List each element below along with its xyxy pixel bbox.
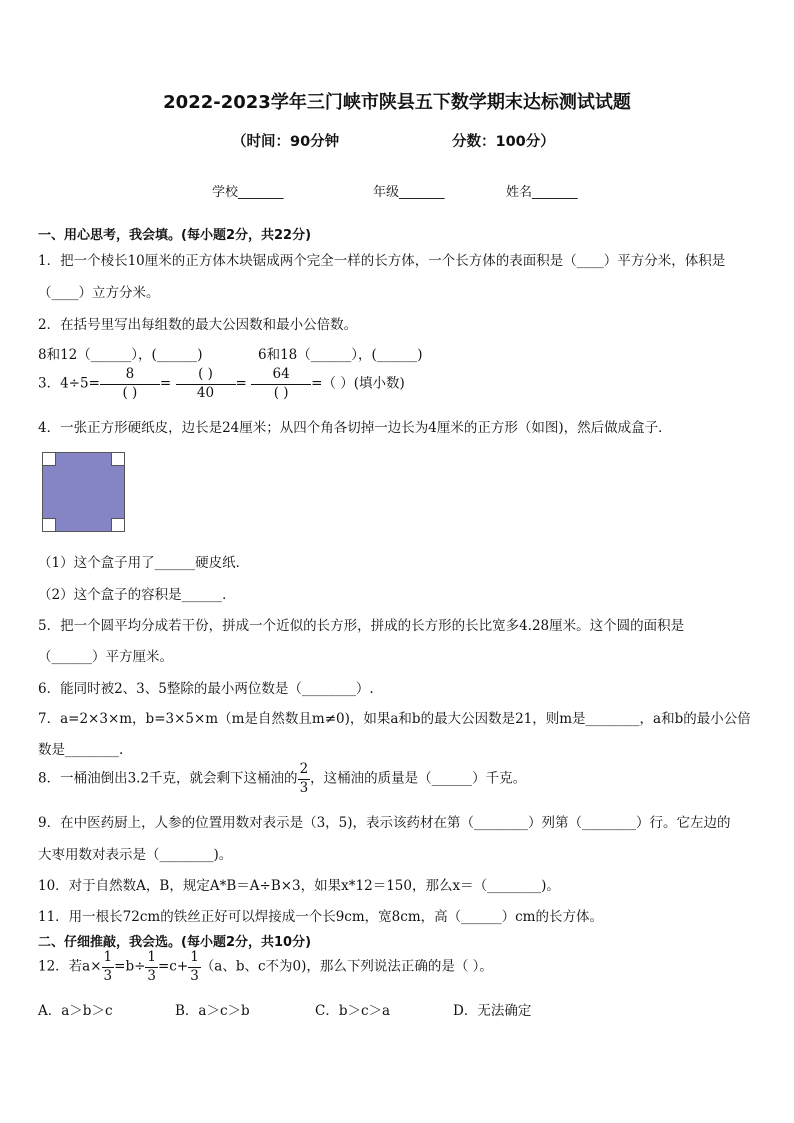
fraction-two-thirds [298, 763, 311, 795]
cardboard-figure [42, 452, 125, 532]
fraction-a [102, 951, 115, 983]
fraction-numerator: 1 [145, 951, 158, 968]
question-5-line-1: 5．把一个圆平均分成若干份，拼成一个近似的长方形，拼成的长方形的长比宽多4.28厘米。这个圆的面积是 [38, 618, 685, 634]
question-8-suffix: ，这桶油的质量是（______）千克。 [310, 770, 527, 787]
question-9-line-2: 大枣用数对表示是（________)。 [38, 847, 233, 863]
fraction-1 [100, 368, 160, 400]
fraction-3-numerator: 64 [251, 368, 311, 385]
fraction-3-denominator: ( ) [273, 384, 289, 401]
fraction-2 [176, 368, 236, 400]
cut-corner-bottom-right [111, 518, 125, 532]
question-12-prefix: 12．若a× [38, 958, 102, 975]
cut-corner-top-right [111, 452, 125, 466]
question-4-sub-1: （1）这个盒子用了______硬皮纸． [38, 555, 250, 571]
question-5-line-2: （______）平方厘米。 [38, 649, 173, 665]
question-12-suffix: （a、b、c不为0)，那么下列说法正确的是（ ）。 [200, 958, 493, 975]
question-2-group-b: 6和18（______），(______) [258, 347, 423, 363]
section-2-heading: 二、仔细推敲，我会选。(每小题2分，共10分) [38, 935, 312, 950]
question-3-prefix: 3．4÷5= [38, 375, 100, 392]
question-4-sub-2: （2）这个盒子的容积是______． [38, 587, 236, 603]
question-8-prefix: 8．一桶油倒出3.2千克，就会剩下这桶油的 [38, 770, 298, 787]
fraction-denominator: 3 [299, 779, 309, 796]
question-12-mid-1: =b÷ [114, 958, 146, 975]
cut-corner-top-left [42, 452, 56, 466]
question-2-line-1: 2．在括号里写出每组数的最大公因数和最小公倍数。 [38, 317, 358, 333]
fraction-numerator: 1 [102, 951, 115, 968]
fraction-denominator: 3 [103, 967, 113, 984]
option-c: C．b＞c＞a [315, 1003, 391, 1019]
school-field: 学校_______ [212, 185, 284, 200]
fraction-denominator: 3 [190, 967, 199, 984]
question-1-line-2: （____）立方分米。 [38, 285, 160, 301]
question-4-line-1: 4．一张正方形硬纸皮，边长是24厘米；从四个角各切掉一边长为4厘米的正方形（如图)，然后做成盒子． [38, 420, 672, 436]
question-7-line-2: 数是________. [38, 742, 124, 758]
section-1-heading: 一、用心思考，我会填。(每小题2分，共22分) [38, 228, 312, 243]
fraction-2-numerator: ( ) [176, 368, 236, 385]
grade-field: 年级_______ [373, 185, 445, 200]
page-title: 2022-2023学年三门峡市陕县五下数学期末达标测试试题 [163, 92, 631, 113]
name-field: 姓名_______ [506, 185, 578, 200]
question-10: 10．对于自然数A，B，规定A*B＝A÷B×3，如果x*12＝150，那么x＝（________)。 [38, 878, 560, 894]
fraction-1-denominator: ( ) [122, 384, 138, 401]
fraction-numerator: 2 [298, 763, 311, 780]
question-12 [38, 951, 493, 983]
option-a: A．a＞b＞c [38, 1003, 113, 1019]
fraction-1-numerator: 8 [100, 368, 160, 385]
question-8 [38, 763, 526, 795]
fraction-c [188, 951, 201, 983]
fraction-3 [251, 368, 311, 400]
question-11: 11．用一根长72cm的铁丝正好可以焊接成一个长9cm，宽8cm，高（______）cm的长方体。 [38, 909, 603, 925]
question-12-mid-2: =c+ [158, 958, 189, 975]
question-2-group-a: 8和12（______），(______) [38, 347, 203, 363]
fraction-b [145, 951, 158, 983]
question-7-line-1: 7．a=2×3×m，b=3×5×m（m是自然数且m≠0)，如果a和b的最大公因数是21，则m是________，a和b的最小公倍 [38, 711, 751, 727]
cut-corner-bottom-left [42, 518, 56, 532]
option-d: D．无法确定 [453, 1003, 532, 1019]
equals-sign: = [235, 375, 247, 392]
option-b: B．a＞c＞b [175, 1003, 250, 1019]
question-1-line-1: 1．把一个棱长10厘米的正方体木块锯成两个完全一样的长方体，一个长方体的表面积是（____）平方分米，体积是 [38, 253, 726, 269]
question-3-suffix: =（ ）(填小数) [311, 375, 405, 392]
equals-sign: = [159, 375, 172, 392]
exam-score: 分数：100分） [452, 134, 555, 150]
fraction-denominator: 3 [147, 967, 156, 984]
question-9-line-1: 9．在中医药厨上，人参的位置用数对表示是（3，5)，表示该药材在第（________）列第（________）行。它左边的 [38, 815, 731, 831]
fraction-numerator: 1 [188, 951, 201, 968]
question-6: 6．能同时被2、3、5整除的最小两位数是（________）. [38, 681, 374, 697]
exam-time: （时间：90分钟 [232, 134, 340, 150]
fraction-2-denominator: 40 [196, 384, 215, 401]
question-3 [38, 368, 405, 400]
